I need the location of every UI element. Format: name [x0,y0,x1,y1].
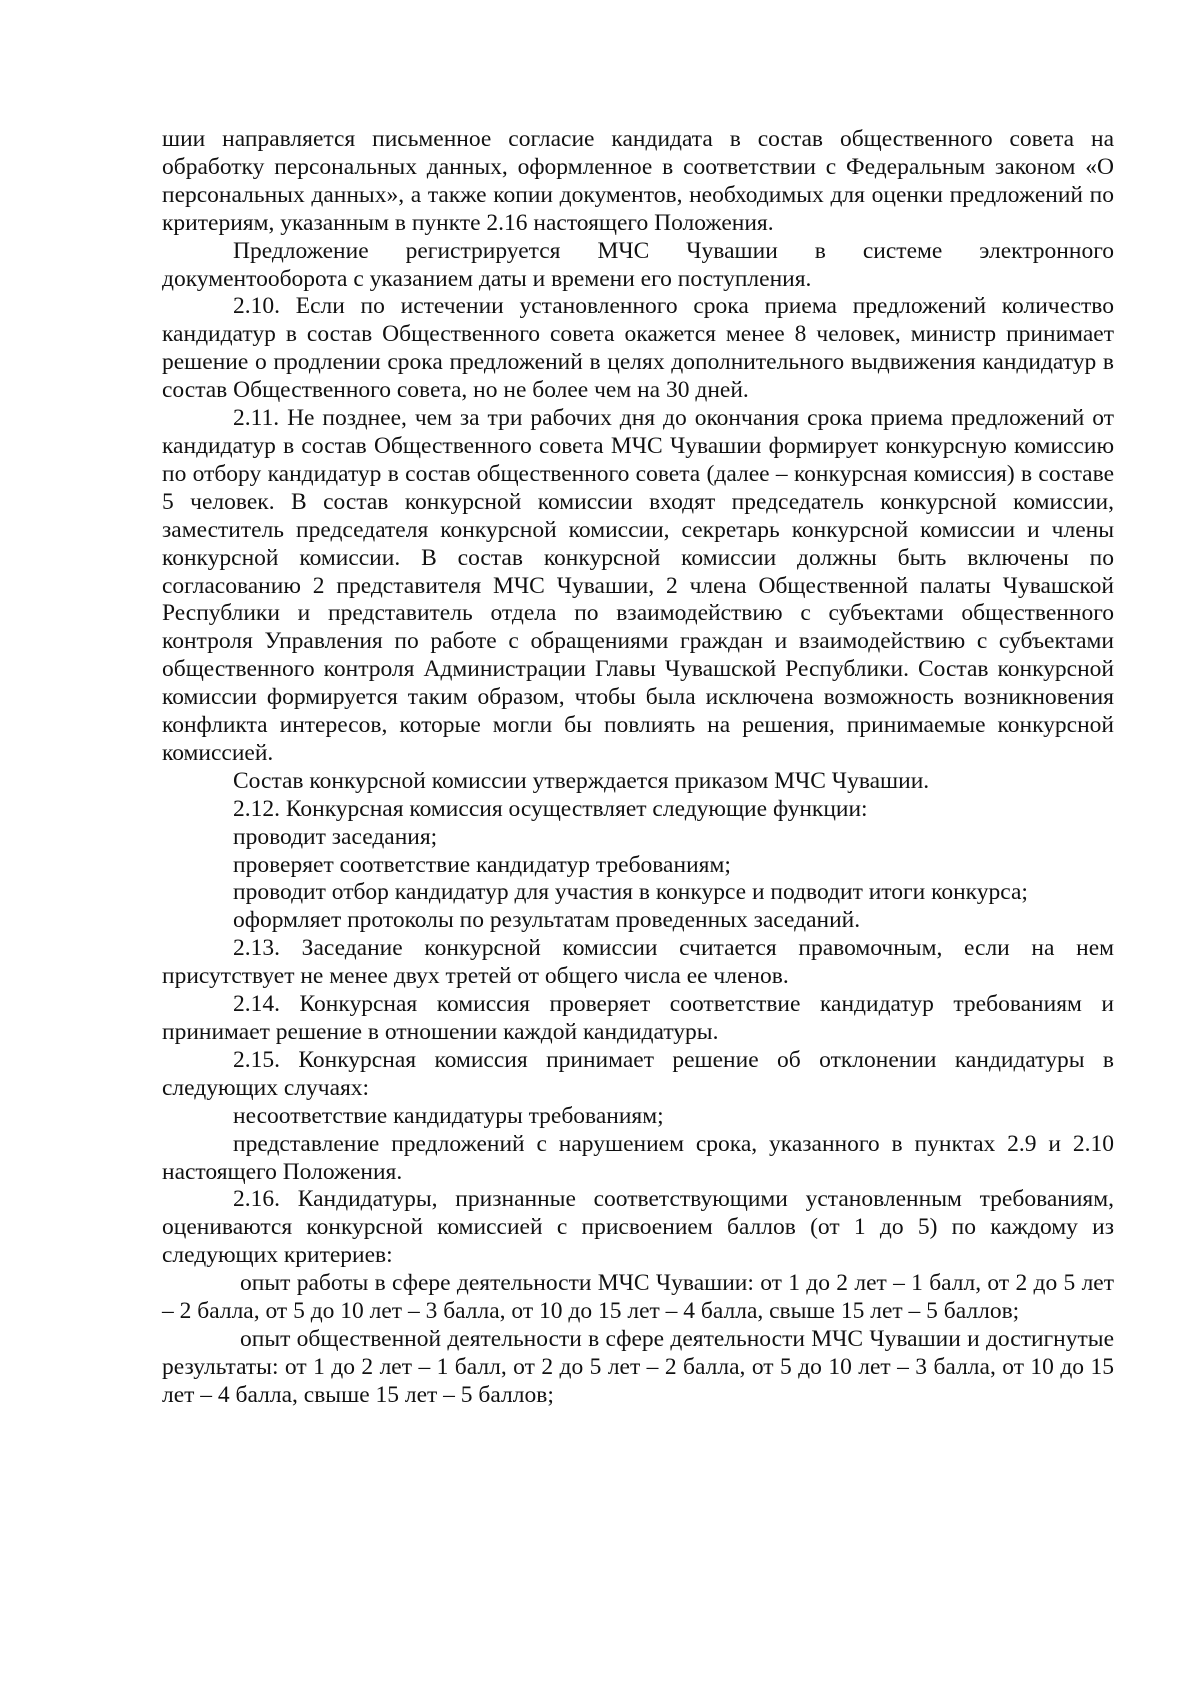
paragraph-2-10: 2.10. Если по истечении установленного срока приема предложений количество кандидатур в состав Общественного совета окажется менее 8 человек, министр принимает решение о продлении срока предложений в целях дополнительного выдвижения кандидатур в состав Общественного совета, но не более чем на 30 дней. [162,293,1114,404]
list-item-deadline-violation: представление предложений с нарушением срока, указанного в пунктах 2.9 и 2.10 настоящего Положения. [162,1130,1114,1185]
paragraph-2-12: 2.12. Конкурсная комиссия осуществляет следующие функции: [233,795,868,822]
paragraph-continuation: шии направляется письменное согласие кандидата в состав общественного совета на обработку персональных данных, оформленное в соответствии с Федеральным законом «О персональных данных», а также копии документов, необходимых для оценки предложений по критериям, указанным в пункте 2.16 настоящего Положения. [162,126,1114,236]
paragraph-2-11: 2.11. Не позднее, чем за три рабочих дня до окончания срока приема предложений от кандидатур в состав Общественного совета МЧС Чувашии формирует конкурсную комиссию по отбору кандидатур в состав общественного совета (далее – конкурсная комиссия) в составе 5 человек. В состав конкурсной комиссии входят председатель конкурсной комиссии, заместитель председателя конкурсной комиссии, секретарь конкурсной комиссии и члены конкурсной комиссии. В состав конкурсной комиссии должны быть включены по согласованию 2 представителя МЧС Чувашии, 2 члена Общественной палаты Чувашской Республики и представитель отдела по взаимодействию с субъектами общественного контроля Управления по работе с обращениями граждан и взаимодействию с субъектами общественного контроля Администрации Главы Чувашской Республики. Состав конкурсной комиссии формируется таким образом, чтобы была исключена возможность возникновения конфликта интересов, которые могли бы повлиять на решения, принимаемые конкурсной комиссией. [162,405,1114,766]
paragraph-2-13: 2.13. Заседание конкурсной комиссии считается правомочным, если на нем присутствует не менее двух третей от общего числа ее членов. [162,935,1114,990]
criterion-public-activity: опыт общественной деятельности в сфере деятельности МЧС Чувашии и достигнутые результаты: от 1 до 2 лет – 1 балл, от 2 до 5 лет – 2 балла, от 5 до 10 лет – 3 балла, от 10 до 15 лет – 4 балла, свыше 15 лет – 5 баллов; [162,1325,1114,1408]
paragraph-registration: Предложение регистрируется МЧС Чувашии в системе электронного документооборота с указанием даты и времени его поступления. [162,237,1114,292]
list-item-protocols: оформляет протоколы по результатам проведенных заседаний. [233,907,861,934]
list-item-selection: проводит отбор кандидатур для участия в конкурсе и подводит итоги конкурса; [233,879,1028,906]
criterion-work-experience: опыт работы в сфере деятельности МЧС Чувашии: от 1 до 2 лет – 1 балл, от 2 до 5 лет – 2 балла, от 5 до 10 лет – 3 балла, от 10 до 15 лет – 4 балла, свыше 15 лет – 5 баллов; [162,1270,1114,1325]
list-item-nonconformity: несоответствие кандидатуры требованиям; [233,1102,664,1129]
paragraph-2-15: 2.15. Конкурсная комиссия принимает решение об отклонении кандидатуры в следующих случаях: [162,1046,1114,1101]
paragraph-2-14: 2.14. Конкурсная комиссия проверяет соответствие кандидатур требованиям и принимает решение в отношении каждой кандидатуры. [162,991,1114,1045]
document-body [162,126,1114,1410]
paragraph-commission-composition: Состав конкурсной комиссии утверждается приказом МЧС Чувашии. [233,767,930,794]
list-item-meetings: проводит заседания; [233,823,438,850]
paragraph-2-16: 2.16. Кандидатуры, признанные соответствующими установленным требованиям, оцениваются конкурсной комиссией с присвоением баллов (от 1 до 5) по каждому из следующих критериев: [162,1186,1114,1269]
list-item-check-requirements: проверяет соответствие кандидатур требованиям; [233,851,731,878]
